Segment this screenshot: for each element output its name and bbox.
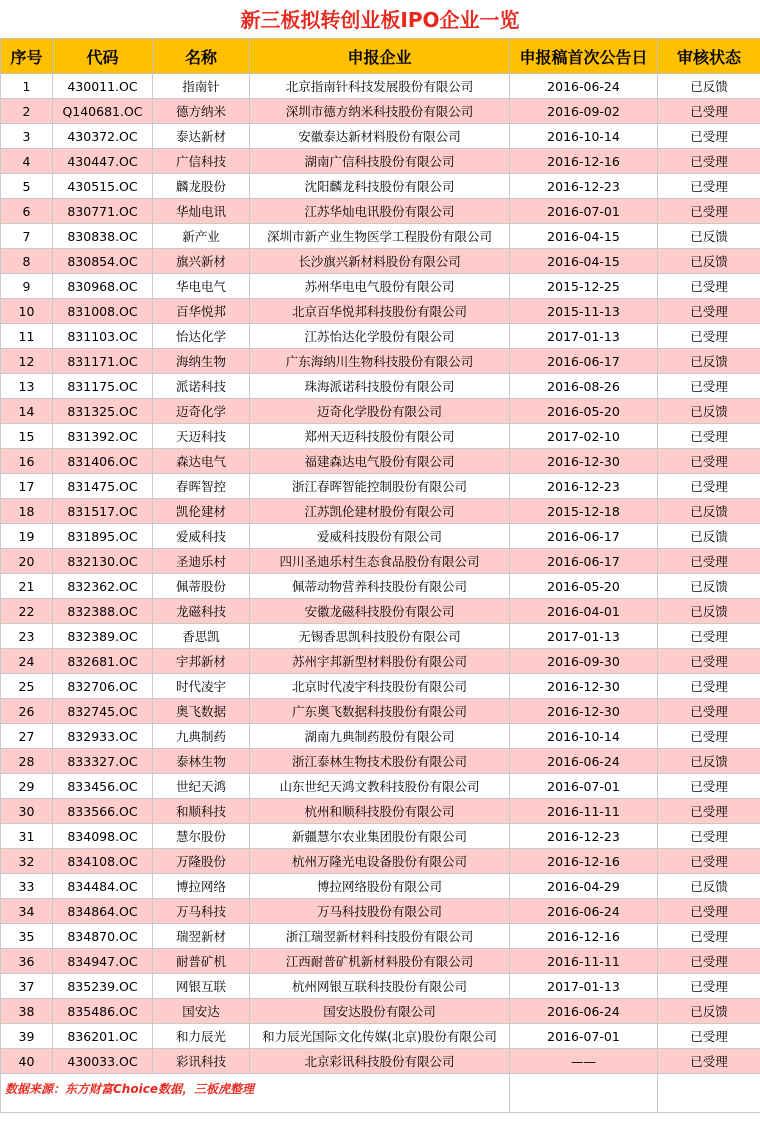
cell-name: 怡达化学: [153, 324, 250, 349]
cell-name: 和顺科技: [153, 799, 250, 824]
cell-company: 新疆慧尔农业集团股份有限公司: [250, 824, 510, 849]
cell-index: 5: [1, 174, 53, 199]
cell-code: 834864.OC: [53, 899, 153, 924]
cell-company: 浙江泰林生物技术股份有限公司: [250, 749, 510, 774]
cell-code: 832130.OC: [53, 549, 153, 574]
cell-name: 和力辰光: [153, 1024, 250, 1049]
table-row: [1, 274, 760, 299]
cell-status: 已受理: [658, 449, 760, 474]
table-row: [1, 149, 760, 174]
table-row: [1, 624, 760, 649]
cell-company: 安徽泰达新材料股份有限公司: [250, 124, 510, 149]
cell-date: 2016-08-26: [510, 374, 658, 399]
cell-status: 已受理: [658, 1024, 760, 1049]
cell-company: 广东奥飞数据科技股份有限公司: [250, 699, 510, 724]
cell-index: 19: [1, 524, 53, 549]
cell-code: 832933.OC: [53, 724, 153, 749]
cell-code: 832389.OC: [53, 624, 153, 649]
table-row: [1, 249, 760, 274]
cell-status: 已反馈: [658, 499, 760, 524]
cell-status: 已受理: [658, 99, 760, 124]
cell-code: 834108.OC: [53, 849, 153, 874]
cell-status: 已受理: [658, 849, 760, 874]
cell-index: 16: [1, 449, 53, 474]
table-row: [1, 299, 760, 324]
footer-blank-cell: [510, 1074, 658, 1113]
cell-index: 22: [1, 599, 53, 624]
cell-company: 北京彩讯科技股份有限公司: [250, 1049, 510, 1074]
cell-name: 国安达: [153, 999, 250, 1024]
cell-date: 2016-07-01: [510, 199, 658, 224]
cell-index: 3: [1, 124, 53, 149]
cell-date: 2016-06-24: [510, 999, 658, 1024]
cell-name: 凯伦建材: [153, 499, 250, 524]
cell-company: 浙江春晖智能控制股份有限公司: [250, 474, 510, 499]
cell-status: 已受理: [658, 799, 760, 824]
cell-code: 832681.OC: [53, 649, 153, 674]
cell-index: 29: [1, 774, 53, 799]
cell-code: 831406.OC: [53, 449, 153, 474]
table-row: [1, 474, 760, 499]
table-row: [1, 224, 760, 249]
cell-code: 831008.OC: [53, 299, 153, 324]
table-row: [1, 199, 760, 224]
cell-code: 834947.OC: [53, 949, 153, 974]
cell-code: 831175.OC: [53, 374, 153, 399]
cell-code: 430515.OC: [53, 174, 153, 199]
cell-date: 2016-12-30: [510, 449, 658, 474]
header-company: 申报企业: [250, 39, 510, 74]
cell-index: 33: [1, 874, 53, 899]
cell-name: 德方纳米: [153, 99, 250, 124]
cell-index: 36: [1, 949, 53, 974]
cell-date: 2016-04-15: [510, 224, 658, 249]
cell-status: 已受理: [658, 149, 760, 174]
cell-date: 2016-06-24: [510, 749, 658, 774]
cell-name: 世纪天鸿: [153, 774, 250, 799]
cell-index: 24: [1, 649, 53, 674]
cell-name: 华灿电讯: [153, 199, 250, 224]
table-row: [1, 1049, 760, 1074]
cell-date: 2016-06-24: [510, 899, 658, 924]
table-row: [1, 874, 760, 899]
cell-company: 和力辰光国际文化传媒(北京)股份有限公司: [250, 1024, 510, 1049]
cell-code: 430011.OC: [53, 74, 153, 99]
cell-status: 已受理: [658, 899, 760, 924]
cell-company: 福建森达电气股份有限公司: [250, 449, 510, 474]
cell-date: 2016-06-17: [510, 549, 658, 574]
table-row: [1, 574, 760, 599]
cell-index: 21: [1, 574, 53, 599]
cell-code: 832388.OC: [53, 599, 153, 624]
cell-company: 迈奇化学股份有限公司: [250, 399, 510, 424]
table-row: [1, 849, 760, 874]
table-row: [1, 399, 760, 424]
cell-code: 831392.OC: [53, 424, 153, 449]
cell-index: 23: [1, 624, 53, 649]
cell-name: 佩蒂股份: [153, 574, 250, 599]
cell-index: 39: [1, 1024, 53, 1049]
table-row: [1, 524, 760, 549]
cell-company: 江苏凯伦建材股份有限公司: [250, 499, 510, 524]
cell-code: 830968.OC: [53, 274, 153, 299]
cell-company: 山东世纪天鸿文教科技股份有限公司: [250, 774, 510, 799]
cell-date: 2016-07-01: [510, 774, 658, 799]
cell-name: 瑞翌新材: [153, 924, 250, 949]
cell-company: 四川圣迪乐村生态食品股份有限公司: [250, 549, 510, 574]
cell-code: 834484.OC: [53, 874, 153, 899]
cell-company: 杭州万隆光电设备股份有限公司: [250, 849, 510, 874]
cell-date: 2017-01-13: [510, 624, 658, 649]
cell-code: 831325.OC: [53, 399, 153, 424]
cell-date: 2015-12-25: [510, 274, 658, 299]
cell-name: 宇邦新材: [153, 649, 250, 674]
cell-index: 20: [1, 549, 53, 574]
cell-index: 28: [1, 749, 53, 774]
cell-status: 已受理: [658, 624, 760, 649]
cell-index: 13: [1, 374, 53, 399]
cell-index: 12: [1, 349, 53, 374]
table-row: [1, 349, 760, 374]
cell-date: 2016-06-17: [510, 524, 658, 549]
cell-company: 江苏怡达化学股份有限公司: [250, 324, 510, 349]
ipo-table: [0, 38, 760, 1113]
cell-index: 30: [1, 799, 53, 824]
cell-name: 奥飞数据: [153, 699, 250, 724]
cell-status: 已反馈: [658, 249, 760, 274]
cell-status: 已反馈: [658, 524, 760, 549]
table-row: [1, 724, 760, 749]
cell-status: 已受理: [658, 324, 760, 349]
cell-name: 万隆股份: [153, 849, 250, 874]
cell-name: 爱威科技: [153, 524, 250, 549]
cell-name: 耐普矿机: [153, 949, 250, 974]
cell-date: 2016-12-23: [510, 824, 658, 849]
cell-name: 九典制药: [153, 724, 250, 749]
footer-row: [1, 1074, 760, 1113]
header-name: 名称: [153, 39, 250, 74]
cell-status: 已受理: [658, 674, 760, 699]
cell-date: 2016-07-01: [510, 1024, 658, 1049]
table-row: [1, 499, 760, 524]
cell-name: 天迈科技: [153, 424, 250, 449]
cell-date: 2015-12-18: [510, 499, 658, 524]
cell-company: 浙江瑞翌新材料科技股份有限公司: [250, 924, 510, 949]
table-row: [1, 774, 760, 799]
cell-index: 40: [1, 1049, 53, 1074]
footer-blank-cell: [658, 1074, 760, 1113]
cell-company: 沈阳麟龙科技股份有限公司: [250, 174, 510, 199]
cell-date: 2016-09-30: [510, 649, 658, 674]
header-row: [1, 39, 760, 74]
cell-code: 833327.OC: [53, 749, 153, 774]
source-note: 数据来源：东方财富Choice数据，三板虎整理: [1, 1074, 510, 1113]
cell-status: 已反馈: [658, 599, 760, 624]
cell-status: 已反馈: [658, 399, 760, 424]
cell-company: 江苏华灿电讯股份有限公司: [250, 199, 510, 224]
cell-status: 已反馈: [658, 874, 760, 899]
cell-status: 已受理: [658, 949, 760, 974]
cell-code: 832745.OC: [53, 699, 153, 724]
cell-name: 派诺科技: [153, 374, 250, 399]
cell-status: 已受理: [658, 699, 760, 724]
cell-index: 27: [1, 724, 53, 749]
cell-code: 836201.OC: [53, 1024, 153, 1049]
cell-index: 7: [1, 224, 53, 249]
cell-date: 2017-01-13: [510, 324, 658, 349]
cell-code: 831171.OC: [53, 349, 153, 374]
cell-status: 已受理: [658, 1049, 760, 1074]
cell-index: 32: [1, 849, 53, 874]
cell-company: 深圳市新产业生物医学工程股份有限公司: [250, 224, 510, 249]
table-row: [1, 549, 760, 574]
cell-status: 已反馈: [658, 74, 760, 99]
cell-date: 2016-04-01: [510, 599, 658, 624]
cell-code: Q140681.OC: [53, 99, 153, 124]
table-row: [1, 99, 760, 124]
cell-name: 森达电气: [153, 449, 250, 474]
cell-name: 指南针: [153, 74, 250, 99]
cell-name: 时代凌宇: [153, 674, 250, 699]
cell-date: 2016-12-23: [510, 474, 658, 499]
table-row: [1, 799, 760, 824]
cell-company: 江西耐普矿机新材料股份有限公司: [250, 949, 510, 974]
cell-index: 25: [1, 674, 53, 699]
cell-name: 华电电气: [153, 274, 250, 299]
cell-company: 苏州宇邦新型材料股份有限公司: [250, 649, 510, 674]
cell-date: 2016-12-16: [510, 849, 658, 874]
table-row: [1, 649, 760, 674]
cell-index: 6: [1, 199, 53, 224]
cell-code: 831475.OC: [53, 474, 153, 499]
cell-date: 2016-12-23: [510, 174, 658, 199]
cell-index: 18: [1, 499, 53, 524]
cell-status: 已反馈: [658, 224, 760, 249]
cell-company: 苏州华电电气股份有限公司: [250, 274, 510, 299]
cell-code: 834870.OC: [53, 924, 153, 949]
table-row: [1, 124, 760, 149]
cell-code: 835486.OC: [53, 999, 153, 1024]
cell-date: 2016-10-14: [510, 124, 658, 149]
cell-index: 10: [1, 299, 53, 324]
table-row: [1, 374, 760, 399]
cell-index: 34: [1, 899, 53, 924]
cell-company: 国安达股份有限公司: [250, 999, 510, 1024]
cell-index: 2: [1, 99, 53, 124]
cell-company: 万马科技股份有限公司: [250, 899, 510, 924]
cell-status: 已反馈: [658, 349, 760, 374]
cell-index: 1: [1, 74, 53, 99]
table-row: [1, 999, 760, 1024]
table-row: [1, 924, 760, 949]
cell-status: 已反馈: [658, 574, 760, 599]
cell-code: 832706.OC: [53, 674, 153, 699]
cell-date: 2016-12-30: [510, 674, 658, 699]
cell-date: ——: [510, 1049, 658, 1074]
table-row: [1, 974, 760, 999]
cell-code: 835239.OC: [53, 974, 153, 999]
table-row: [1, 1024, 760, 1049]
table-row: [1, 74, 760, 99]
cell-status: 已受理: [658, 174, 760, 199]
cell-code: 430033.OC: [53, 1049, 153, 1074]
cell-status: 已受理: [658, 474, 760, 499]
cell-company: 湖南九典制药股份有限公司: [250, 724, 510, 749]
cell-company: 杭州和顺科技股份有限公司: [250, 799, 510, 824]
cell-date: 2017-02-10: [510, 424, 658, 449]
cell-index: 31: [1, 824, 53, 849]
cell-status: 已受理: [658, 649, 760, 674]
cell-date: 2017-01-13: [510, 974, 658, 999]
header-first-announce-date: 申报稿首次公告日: [510, 39, 658, 74]
cell-date: 2016-12-16: [510, 149, 658, 174]
cell-index: 4: [1, 149, 53, 174]
cell-code: 831103.OC: [53, 324, 153, 349]
cell-company: 湖南广信科技股份有限公司: [250, 149, 510, 174]
cell-name: 春晖智控: [153, 474, 250, 499]
cell-index: 38: [1, 999, 53, 1024]
cell-company: 北京指南针科技发展股份有限公司: [250, 74, 510, 99]
cell-date: 2015-11-13: [510, 299, 658, 324]
cell-name: 博拉网络: [153, 874, 250, 899]
cell-company: 郑州天迈科技股份有限公司: [250, 424, 510, 449]
cell-name: 广信科技: [153, 149, 250, 174]
cell-company: 杭州网银互联科技股份有限公司: [250, 974, 510, 999]
cell-index: 26: [1, 699, 53, 724]
cell-company: 深圳市德方纳米科技股份有限公司: [250, 99, 510, 124]
cell-name: 万马科技: [153, 899, 250, 924]
cell-name: 网银互联: [153, 974, 250, 999]
cell-company: 北京百华悦邦科技股份有限公司: [250, 299, 510, 324]
table-row: [1, 899, 760, 924]
cell-status: 已受理: [658, 724, 760, 749]
cell-status: 已受理: [658, 924, 760, 949]
cell-name: 泰达新材: [153, 124, 250, 149]
cell-code: 831517.OC: [53, 499, 153, 524]
cell-status: 已反馈: [658, 749, 760, 774]
cell-company: 爱威科技股份有限公司: [250, 524, 510, 549]
table-body: [1, 74, 760, 1074]
cell-index: 8: [1, 249, 53, 274]
cell-name: 圣迪乐村: [153, 549, 250, 574]
cell-code: 430447.OC: [53, 149, 153, 174]
cell-code: 833566.OC: [53, 799, 153, 824]
cell-date: 2016-06-17: [510, 349, 658, 374]
table-row: [1, 324, 760, 349]
cell-company: 佩蒂动物营养科技股份有限公司: [250, 574, 510, 599]
cell-company: 无锡香思凯科技股份有限公司: [250, 624, 510, 649]
cell-status: 已受理: [658, 124, 760, 149]
cell-status: 已受理: [658, 374, 760, 399]
table-row: [1, 599, 760, 624]
cell-code: 830854.OC: [53, 249, 153, 274]
cell-name: 百华悦邦: [153, 299, 250, 324]
cell-status: 已反馈: [658, 999, 760, 1024]
cell-code: 430372.OC: [53, 124, 153, 149]
cell-date: 2016-10-14: [510, 724, 658, 749]
table-row: [1, 749, 760, 774]
cell-company: 珠海派诺科技股份有限公司: [250, 374, 510, 399]
cell-date: 2016-09-02: [510, 99, 658, 124]
cell-name: 彩讯科技: [153, 1049, 250, 1074]
cell-status: 已受理: [658, 299, 760, 324]
cell-name: 慧尔股份: [153, 824, 250, 849]
cell-code: 832362.OC: [53, 574, 153, 599]
header-review-status: 审核状态: [658, 39, 760, 74]
table-row: [1, 699, 760, 724]
cell-status: 已受理: [658, 199, 760, 224]
cell-index: 11: [1, 324, 53, 349]
cell-name: 泰林生物: [153, 749, 250, 774]
cell-code: 830838.OC: [53, 224, 153, 249]
cell-index: 9: [1, 274, 53, 299]
cell-code: 831895.OC: [53, 524, 153, 549]
header-code: 代码: [53, 39, 153, 74]
cell-name: 迈奇化学: [153, 399, 250, 424]
table-row: [1, 449, 760, 474]
cell-company: 广东海纳川生物科技股份有限公司: [250, 349, 510, 374]
cell-company: 长沙旗兴新材料股份有限公司: [250, 249, 510, 274]
cell-index: 14: [1, 399, 53, 424]
table-row: [1, 424, 760, 449]
table-row: [1, 674, 760, 699]
cell-status: 已受理: [658, 549, 760, 574]
cell-name: 香思凯: [153, 624, 250, 649]
cell-index: 35: [1, 924, 53, 949]
cell-date: 2016-04-15: [510, 249, 658, 274]
table-row: [1, 949, 760, 974]
cell-company: 安徽龙磁科技股份有限公司: [250, 599, 510, 624]
cell-date: 2016-12-30: [510, 699, 658, 724]
table-row: [1, 174, 760, 199]
cell-code: 833456.OC: [53, 774, 153, 799]
cell-index: 15: [1, 424, 53, 449]
cell-status: 已受理: [658, 824, 760, 849]
cell-status: 已受理: [658, 424, 760, 449]
cell-name: 新产业: [153, 224, 250, 249]
cell-date: 2016-06-24: [510, 74, 658, 99]
cell-company: 北京时代凌宇科技股份有限公司: [250, 674, 510, 699]
cell-date: 2016-05-20: [510, 399, 658, 424]
cell-status: 已受理: [658, 274, 760, 299]
cell-date: 2016-11-11: [510, 949, 658, 974]
table-title: 新三板拟转创业板IPO企业一览: [240, 8, 520, 32]
header-index: 序号: [1, 39, 53, 74]
cell-code: 834098.OC: [53, 824, 153, 849]
cell-date: 2016-12-16: [510, 924, 658, 949]
cell-index: 17: [1, 474, 53, 499]
cell-company: 博拉网络股份有限公司: [250, 874, 510, 899]
cell-date: 2016-05-20: [510, 574, 658, 599]
cell-name: 龙磁科技: [153, 599, 250, 624]
cell-name: 海纳生物: [153, 349, 250, 374]
cell-status: 已受理: [658, 774, 760, 799]
cell-code: 830771.OC: [53, 199, 153, 224]
cell-index: 37: [1, 974, 53, 999]
cell-name: 麟龙股份: [153, 174, 250, 199]
cell-status: 已受理: [658, 974, 760, 999]
cell-date: 2016-11-11: [510, 799, 658, 824]
cell-name: 旗兴新材: [153, 249, 250, 274]
cell-date: 2016-04-29: [510, 874, 658, 899]
table-row: [1, 824, 760, 849]
